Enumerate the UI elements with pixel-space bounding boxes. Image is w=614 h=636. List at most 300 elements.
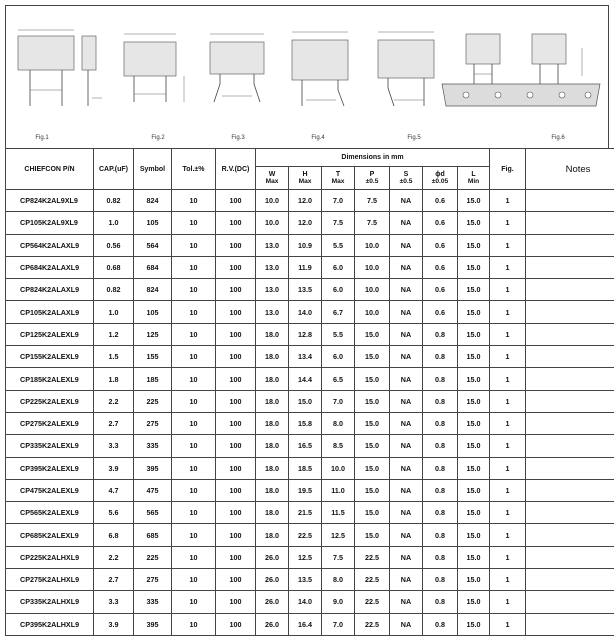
dim-l-cell: 15.0 (458, 613, 490, 635)
dim-l-cell: 15.0 (458, 234, 490, 256)
dim-w-cell: 18.0 (256, 524, 289, 546)
table-row (6, 279, 614, 301)
dim-t-cell: 7.5 (322, 212, 355, 234)
table-row (6, 346, 614, 368)
tolerance-cell: 10 (172, 323, 216, 345)
dim-l-cell: 15.0 (458, 346, 490, 368)
tolerance-cell: 10 (172, 457, 216, 479)
figure-6 (436, 6, 608, 149)
capacitance-cell: 2.7 (94, 569, 134, 591)
dim-d-cell: 0.8 (423, 502, 458, 524)
dim-w-cell: 18.0 (256, 435, 289, 457)
table-row (6, 390, 614, 412)
dim-h-cell: 12.5 (289, 546, 322, 568)
tolerance-cell: 10 (172, 346, 216, 368)
dim-h-cell: 13.5 (289, 569, 322, 591)
dim-s-cell: NA (390, 502, 423, 524)
symbol-cell: 824 (134, 279, 172, 301)
capacitance-cell: 0.56 (94, 234, 134, 256)
figure-4-caption: Fig.4 (288, 135, 348, 141)
fig-cell: 1 (490, 412, 526, 434)
notes-cell (526, 502, 614, 524)
notes-cell (526, 323, 614, 345)
notes-cell (526, 479, 614, 501)
dim-d-cell: 0.8 (423, 479, 458, 501)
dim-h-cell: 15.8 (289, 412, 322, 434)
dim-h-cell: 14.0 (289, 301, 322, 323)
dim-p-cell: 10.0 (355, 234, 390, 256)
dim-l-cell: 15.0 (458, 591, 490, 613)
dim-d-cell: 0.8 (423, 546, 458, 568)
dim-t-cell: 6.0 (322, 279, 355, 301)
rated-voltage-cell: 100 (216, 346, 256, 368)
symbol-cell: 225 (134, 546, 172, 568)
symbol-cell: 565 (134, 502, 172, 524)
figure-5-caption: Fig.5 (384, 135, 444, 141)
dim-h-cell: 21.5 (289, 502, 322, 524)
header-dim-h: H Max (289, 167, 322, 190)
dim-d-cell: 0.8 (423, 457, 458, 479)
dim-h-cell: 12.0 (289, 190, 322, 212)
fig-cell: 1 (490, 301, 526, 323)
dim-p-cell: 22.5 (355, 591, 390, 613)
dim-l-cell: 15.0 (458, 390, 490, 412)
part-number-cell: CP105K2ALAXL9 (6, 301, 94, 323)
dim-t-cell: 5.5 (322, 234, 355, 256)
rated-voltage-cell: 100 (216, 546, 256, 568)
table-row (6, 412, 614, 434)
dim-h-cell: 11.9 (289, 256, 322, 278)
part-number-cell: CP185K2ALEXL9 (6, 368, 94, 390)
dim-w-cell: 26.0 (256, 546, 289, 568)
dim-h-cell: 15.0 (289, 390, 322, 412)
part-number-cell: CP275K2ALEXL9 (6, 412, 94, 434)
part-number-cell: CP565K2ALEXL9 (6, 502, 94, 524)
dim-p-cell: 15.0 (355, 390, 390, 412)
figure-3-caption: Fig.3 (208, 135, 268, 141)
tolerance-cell: 10 (172, 190, 216, 212)
symbol-cell: 475 (134, 479, 172, 501)
tolerance-cell: 10 (172, 569, 216, 591)
fig-cell: 1 (490, 479, 526, 501)
dim-d-cell: 0.8 (423, 569, 458, 591)
dim-l-cell: 15.0 (458, 502, 490, 524)
capacitance-cell: 3.3 (94, 435, 134, 457)
header-dimensions-group: Dimensions in mm (256, 149, 490, 167)
dim-h-cell: 14.0 (289, 591, 322, 613)
capacitance-cell: 6.8 (94, 524, 134, 546)
tolerance-cell: 10 (172, 279, 216, 301)
capacitance-cell: 1.5 (94, 346, 134, 368)
table-row (6, 301, 614, 323)
dim-d-cell: 0.6 (423, 256, 458, 278)
header-dim-s: S ±0.5 (390, 167, 423, 190)
dim-t-cell: 6.5 (322, 368, 355, 390)
dim-w-cell: 18.0 (256, 412, 289, 434)
tolerance-cell: 10 (172, 256, 216, 278)
dim-s-cell: NA (390, 190, 423, 212)
rated-voltage-cell: 100 (216, 323, 256, 345)
dim-t-cell: 12.5 (322, 524, 355, 546)
capacitance-cell: 2.7 (94, 412, 134, 434)
figure-1 (12, 6, 108, 149)
part-number-cell: CP225K2ALHXL9 (6, 546, 94, 568)
fig-cell: 1 (490, 457, 526, 479)
symbol-cell: 685 (134, 524, 172, 546)
fig-cell: 1 (490, 256, 526, 278)
dim-d-cell: 0.8 (423, 435, 458, 457)
dim-s-cell: NA (390, 256, 423, 278)
tolerance-cell: 10 (172, 234, 216, 256)
dim-t-cell: 9.0 (322, 591, 355, 613)
dim-w-cell: 18.0 (256, 346, 289, 368)
part-number-cell: CP684K2ALAXL9 (6, 256, 94, 278)
table-row (6, 323, 614, 345)
symbol-cell: 185 (134, 368, 172, 390)
fig-cell: 1 (490, 279, 526, 301)
fig-cell: 1 (490, 502, 526, 524)
dim-w-cell: 18.0 (256, 390, 289, 412)
dim-d-cell: 0.8 (423, 613, 458, 635)
dim-h-cell: 22.5 (289, 524, 322, 546)
dim-l-cell: 15.0 (458, 524, 490, 546)
notes-cell (526, 569, 614, 591)
dim-t-cell: 8.0 (322, 569, 355, 591)
fig-cell: 1 (490, 591, 526, 613)
dim-p-cell: 15.0 (355, 524, 390, 546)
dim-w-cell: 18.0 (256, 479, 289, 501)
dim-p-cell: 10.0 (355, 279, 390, 301)
capacitance-cell: 1.2 (94, 323, 134, 345)
dim-d-cell: 0.8 (423, 591, 458, 613)
header-notes: Notes (526, 149, 614, 190)
symbol-cell: 225 (134, 390, 172, 412)
table-row (6, 569, 614, 591)
dim-w-cell: 18.0 (256, 368, 289, 390)
part-number-cell: CP564K2ALAXL9 (6, 234, 94, 256)
notes-cell (526, 524, 614, 546)
header-fig: Fig. (490, 149, 526, 190)
rated-voltage-cell: 100 (216, 479, 256, 501)
table-row (6, 435, 614, 457)
notes-cell (526, 279, 614, 301)
dim-w-cell: 18.0 (256, 457, 289, 479)
fig-cell: 1 (490, 524, 526, 546)
dim-p-cell: 15.0 (355, 479, 390, 501)
part-number-cell: CP125K2ALEXL9 (6, 323, 94, 345)
rated-voltage-cell: 100 (216, 613, 256, 635)
dim-d-cell: 0.8 (423, 390, 458, 412)
symbol-cell: 684 (134, 256, 172, 278)
dim-t-cell: 11.5 (322, 502, 355, 524)
part-number-cell: CP685K2ALEXL9 (6, 524, 94, 546)
rated-voltage-cell: 100 (216, 234, 256, 256)
rated-voltage-cell: 100 (216, 256, 256, 278)
tolerance-cell: 10 (172, 390, 216, 412)
dim-l-cell: 15.0 (458, 256, 490, 278)
rated-voltage-cell: 100 (216, 502, 256, 524)
dim-t-cell: 7.0 (322, 613, 355, 635)
figure-6-caption: Fig.6 (528, 135, 588, 141)
dim-w-cell: 13.0 (256, 256, 289, 278)
rated-voltage-cell: 100 (216, 301, 256, 323)
dim-t-cell: 6.7 (322, 301, 355, 323)
dim-h-cell: 19.5 (289, 479, 322, 501)
dim-l-cell: 15.0 (458, 435, 490, 457)
dim-w-cell: 13.0 (256, 279, 289, 301)
dim-p-cell: 7.5 (355, 190, 390, 212)
dim-t-cell: 11.0 (322, 479, 355, 501)
dim-d-cell: 0.8 (423, 323, 458, 345)
symbol-cell: 824 (134, 190, 172, 212)
table-row (6, 479, 614, 501)
capacitance-cell: 3.3 (94, 591, 134, 613)
dim-l-cell: 15.0 (458, 368, 490, 390)
dim-l-cell: 15.0 (458, 212, 490, 234)
dim-l-cell: 15.0 (458, 546, 490, 568)
dim-p-cell: 15.0 (355, 346, 390, 368)
notes-cell (526, 435, 614, 457)
dim-h-cell: 16.5 (289, 435, 322, 457)
notes-cell (526, 256, 614, 278)
rated-voltage-cell: 100 (216, 569, 256, 591)
dim-s-cell: NA (390, 234, 423, 256)
table-row (6, 234, 614, 256)
notes-cell (526, 412, 614, 434)
symbol-cell: 105 (134, 301, 172, 323)
notes-cell (526, 212, 614, 234)
capacitance-cell: 0.82 (94, 279, 134, 301)
table-row (6, 613, 614, 635)
dim-h-cell: 10.9 (289, 234, 322, 256)
dim-s-cell: NA (390, 569, 423, 591)
rated-voltage-cell: 100 (216, 457, 256, 479)
dim-s-cell: NA (390, 613, 423, 635)
part-number-cell: CP105K2AL9XL9 (6, 212, 94, 234)
dim-d-cell: 0.6 (423, 212, 458, 234)
dim-t-cell: 6.0 (322, 256, 355, 278)
dim-d-cell: 0.6 (423, 279, 458, 301)
dim-l-cell: 15.0 (458, 412, 490, 434)
capacitor-drawing-fig3 (202, 28, 284, 128)
tolerance-cell: 10 (172, 591, 216, 613)
dim-p-cell: 22.5 (355, 546, 390, 568)
symbol-cell: 275 (134, 412, 172, 434)
part-number-cell: CP275K2ALHXL9 (6, 569, 94, 591)
notes-cell (526, 301, 614, 323)
dim-w-cell: 18.0 (256, 323, 289, 345)
capacitor-drawing-fig2 (114, 28, 202, 128)
capacitance-cell: 4.7 (94, 479, 134, 501)
dim-d-cell: 0.8 (423, 368, 458, 390)
header-capacitance: CAP.(uF) (94, 149, 134, 190)
rated-voltage-cell: 100 (216, 390, 256, 412)
part-number-cell: CP335K2ALEXL9 (6, 435, 94, 457)
dim-p-cell: 15.0 (355, 457, 390, 479)
dim-w-cell: 13.0 (256, 234, 289, 256)
capacitance-cell: 3.9 (94, 457, 134, 479)
fig-cell: 1 (490, 346, 526, 368)
header-dim-t: T Max (322, 167, 355, 190)
symbol-cell: 564 (134, 234, 172, 256)
rated-voltage-cell: 100 (216, 368, 256, 390)
symbol-cell: 335 (134, 591, 172, 613)
dim-s-cell: NA (390, 591, 423, 613)
dim-p-cell: 15.0 (355, 368, 390, 390)
dim-d-cell: 0.8 (423, 524, 458, 546)
header-part-number: CHIEFCON P/N (6, 149, 94, 190)
dim-h-cell: 12.0 (289, 212, 322, 234)
capacitor-drawing-fig4 (284, 28, 372, 128)
dim-w-cell: 13.0 (256, 301, 289, 323)
tolerance-cell: 10 (172, 435, 216, 457)
dim-p-cell: 22.5 (355, 569, 390, 591)
symbol-cell: 335 (134, 435, 172, 457)
symbol-cell: 125 (134, 323, 172, 345)
dim-l-cell: 15.0 (458, 479, 490, 501)
fig-cell: 1 (490, 190, 526, 212)
capacitance-cell: 0.68 (94, 256, 134, 278)
dim-t-cell: 6.0 (322, 346, 355, 368)
rated-voltage-cell: 100 (216, 591, 256, 613)
dim-l-cell: 15.0 (458, 190, 490, 212)
dim-w-cell: 10.0 (256, 212, 289, 234)
dim-p-cell: 22.5 (355, 613, 390, 635)
part-number-cell: CP155K2ALEXL9 (6, 346, 94, 368)
dim-s-cell: NA (390, 323, 423, 345)
dim-p-cell: 10.0 (355, 256, 390, 278)
capacitance-cell: 0.82 (94, 190, 134, 212)
capacitance-cell: 5.6 (94, 502, 134, 524)
notes-cell (526, 457, 614, 479)
rated-voltage-cell: 100 (216, 212, 256, 234)
dim-s-cell: NA (390, 368, 423, 390)
part-number-cell: CP335K2ALHXL9 (6, 591, 94, 613)
header-dim-w: W Max (256, 167, 289, 190)
dim-s-cell: NA (390, 479, 423, 501)
dim-s-cell: NA (390, 524, 423, 546)
dim-s-cell: NA (390, 412, 423, 434)
part-number-cell: CP475K2ALEXL9 (6, 479, 94, 501)
header-rated-voltage: R.V.(DC) (216, 149, 256, 190)
capacitance-cell: 1.8 (94, 368, 134, 390)
part-number-cell: CP225K2ALEXL9 (6, 390, 94, 412)
figure-1-caption: Fig.1 (12, 135, 72, 141)
dim-h-cell: 13.4 (289, 346, 322, 368)
fig-cell: 1 (490, 546, 526, 568)
dim-l-cell: 15.0 (458, 323, 490, 345)
capacitor-drawing-fig1 (12, 28, 108, 128)
dim-p-cell: 15.0 (355, 412, 390, 434)
figure-3 (202, 6, 284, 149)
dim-t-cell: 5.5 (322, 323, 355, 345)
dim-t-cell: 7.0 (322, 190, 355, 212)
dim-p-cell: 15.0 (355, 323, 390, 345)
tolerance-cell: 10 (172, 412, 216, 434)
rated-voltage-cell: 100 (216, 190, 256, 212)
dim-h-cell: 16.4 (289, 613, 322, 635)
tolerance-cell: 10 (172, 613, 216, 635)
symbol-cell: 395 (134, 613, 172, 635)
dim-p-cell: 15.0 (355, 502, 390, 524)
rated-voltage-cell: 100 (216, 435, 256, 457)
part-number-cell: CP824K2ALAXL9 (6, 279, 94, 301)
symbol-cell: 105 (134, 212, 172, 234)
dim-s-cell: NA (390, 457, 423, 479)
header-dim-d: ϕd ±0.05 (423, 167, 458, 190)
notes-cell (526, 613, 614, 635)
dim-h-cell: 13.5 (289, 279, 322, 301)
tolerance-cell: 10 (172, 479, 216, 501)
table-row (6, 190, 614, 212)
dim-w-cell: 26.0 (256, 591, 289, 613)
header-symbol: Symbol (134, 149, 172, 190)
dim-t-cell: 8.5 (322, 435, 355, 457)
fig-cell: 1 (490, 569, 526, 591)
header-tolerance: Tol.±% (172, 149, 216, 190)
dim-d-cell: 0.8 (423, 346, 458, 368)
figures-panel (5, 5, 609, 148)
dim-t-cell: 8.0 (322, 412, 355, 434)
fig-cell: 1 (490, 435, 526, 457)
fig-cell: 1 (490, 390, 526, 412)
spec-table (5, 148, 614, 636)
dim-s-cell: NA (390, 435, 423, 457)
tolerance-cell: 10 (172, 524, 216, 546)
tolerance-cell: 10 (172, 301, 216, 323)
capacitance-cell: 2.2 (94, 546, 134, 568)
dim-p-cell: 7.5 (355, 212, 390, 234)
dim-w-cell: 18.0 (256, 502, 289, 524)
dim-p-cell: 15.0 (355, 435, 390, 457)
dim-s-cell: NA (390, 301, 423, 323)
dim-w-cell: 26.0 (256, 613, 289, 635)
tolerance-cell: 10 (172, 502, 216, 524)
table-row (6, 546, 614, 568)
part-number-cell: CP395K2ALHXL9 (6, 613, 94, 635)
header-dim-l: L Min (458, 167, 490, 190)
dim-s-cell: NA (390, 346, 423, 368)
dim-h-cell: 14.4 (289, 368, 322, 390)
fig-cell: 1 (490, 613, 526, 635)
dim-l-cell: 15.0 (458, 301, 490, 323)
table-row (6, 368, 614, 390)
symbol-cell: 395 (134, 457, 172, 479)
fig-cell: 1 (490, 212, 526, 234)
table-row (6, 524, 614, 546)
dim-p-cell: 10.0 (355, 301, 390, 323)
dim-w-cell: 26.0 (256, 569, 289, 591)
notes-cell (526, 234, 614, 256)
notes-cell (526, 190, 614, 212)
part-number-cell: CP824K2AL9XL9 (6, 190, 94, 212)
tape-reel-drawing-fig6 (436, 28, 608, 128)
dim-t-cell: 10.0 (322, 457, 355, 479)
table-row (6, 212, 614, 234)
rated-voltage-cell: 100 (216, 524, 256, 546)
tolerance-cell: 10 (172, 368, 216, 390)
fig-cell: 1 (490, 234, 526, 256)
dim-l-cell: 15.0 (458, 569, 490, 591)
dim-s-cell: NA (390, 390, 423, 412)
table-row (6, 256, 614, 278)
dim-d-cell: 0.6 (423, 190, 458, 212)
notes-cell (526, 346, 614, 368)
dim-w-cell: 10.0 (256, 190, 289, 212)
dim-t-cell: 7.5 (322, 546, 355, 568)
dim-l-cell: 15.0 (458, 457, 490, 479)
dim-l-cell: 15.0 (458, 279, 490, 301)
